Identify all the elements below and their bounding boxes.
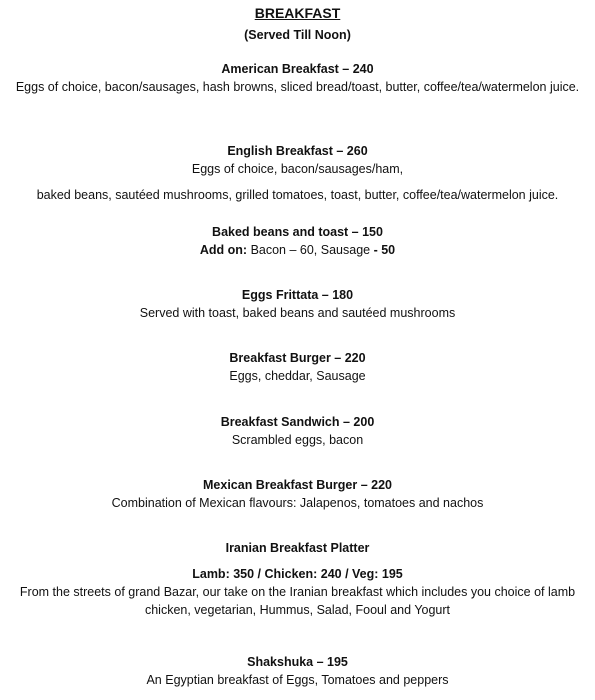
item-description: An Egyptian breakfast of Eggs, Tomatoes and peppers	[146, 673, 449, 687]
menu-item-breakfast-burger	[8, 349, 587, 385]
item-prices: Lamb: 350 / Chicken: 240 / Veg: 195	[192, 567, 403, 581]
menu-title: BREAKFAST	[254, 5, 341, 21]
menu-item-mexican-breakfast-burger	[8, 476, 587, 512]
menu-item-english-breakfast	[8, 142, 587, 204]
item-addon	[8, 241, 587, 259]
item-description: Eggs of choice, bacon/sausages, hash browns, sliced bread/toast, butter, coffee/tea/watermelon juice.	[15, 80, 580, 94]
item-name: Breakfast Burger – 220	[229, 351, 366, 365]
item-description: Scrambled eggs, bacon	[231, 433, 364, 447]
menu-item-american-breakfast	[8, 60, 587, 96]
item-name: Breakfast Sandwich – 200	[220, 415, 375, 429]
item-name: English Breakfast – 260	[227, 144, 368, 158]
addon-text: Bacon – 60, Sausage	[247, 243, 374, 257]
item-name: Eggs Frittata – 180	[241, 288, 354, 302]
menu-item-iranian-breakfast-platter	[8, 539, 587, 619]
item-description: Served with toast, baked beans and sautéed mushrooms	[139, 306, 456, 320]
menu-subtitle: (Served Till Noon)	[244, 28, 351, 42]
item-description: Eggs, cheddar, Sausage	[229, 369, 366, 383]
item-description-continued: baked beans, sautéed mushrooms, grilled tomatoes, toast, butter, coffee/tea/watermelon juice.	[36, 188, 559, 202]
addon-tail: - 50	[373, 243, 396, 257]
addon-label: Add on:	[199, 243, 248, 257]
item-name: Shakshuka – 195	[247, 655, 348, 669]
menu-item-breakfast-sandwich	[8, 413, 587, 449]
item-name: Mexican Breakfast Burger – 220	[203, 478, 392, 492]
item-description: Eggs of choice, bacon/sausages/ham,	[191, 162, 404, 176]
item-name: Iranian Breakfast Platter	[225, 541, 370, 555]
item-name: American Breakfast – 240	[221, 62, 374, 76]
menu-item-eggs-frittata	[8, 286, 587, 322]
menu-item-baked-beans-toast	[8, 223, 587, 259]
item-name: Baked beans and toast – 150	[212, 225, 383, 239]
item-description: Combination of Mexican flavours: Jalapenos, tomatoes and nachos	[111, 496, 484, 510]
menu-item-shakshuka	[8, 653, 587, 689]
item-description: From the streets of grand Bazar, our take on the Iranian breakfast which includes you choice of lamb chicken, vegetarian, Hummus, Salad, Fooul and Yogurt	[19, 585, 576, 617]
